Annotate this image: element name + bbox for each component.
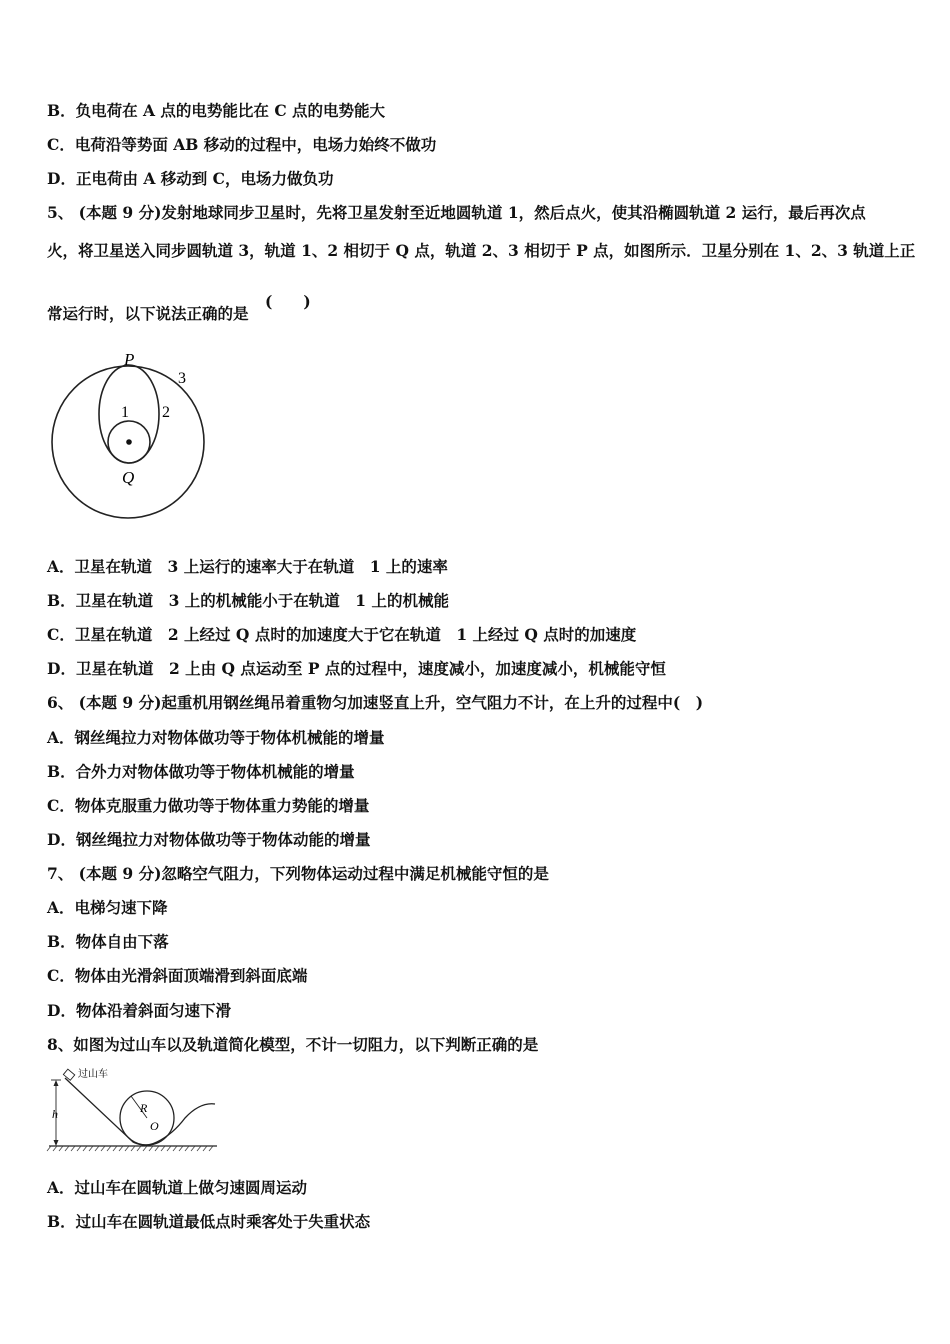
orbit-figure <box>45 345 215 525</box>
earth-center-dot <box>126 439 132 445</box>
coaster-figure <box>45 1064 220 1154</box>
question-5-option-c: C．卫星在轨道 2 上经过 Q 点时的加速度大于它在轨道 1 上经过 Q 点时的加速度 <box>47 625 637 644</box>
line-d-option: D．正电荷由 A 移动到 C，电场力做负功 <box>47 169 334 188</box>
label-coaster-car: 过山车 <box>78 1069 108 1080</box>
label-p: P <box>124 350 135 369</box>
label-3: 3 <box>178 370 186 387</box>
question-5-line-1: 5、 (本题 9 分)发射地球同步卫星时，先将卫星发射至近地圆轨道 1，然后点火，使其沿椭圆轨道 2 运行，最后再次点 <box>47 203 866 222</box>
question-8-option-a: A．过山车在圆轨道上做匀速圆周运动 <box>47 1178 308 1197</box>
question-6-option-a: A．钢丝绳拉力对物体做功等于物体机械能的增量 <box>47 728 385 747</box>
question-8-stem: 8、如图为过山车以及轨道简化模型，不计一切阻力，以下判断正确的是 <box>47 1035 539 1054</box>
label-r: R <box>140 1101 148 1115</box>
label-1: 1 <box>121 404 129 421</box>
question-6-option-b: B．合外力对物体做功等于物体机械能的增量 <box>47 762 355 781</box>
question-7-stem: 7、 (本题 9 分)忽略空气阻力，下列物体运动过程中满足机械能守恒的是 <box>47 864 549 883</box>
label-o: O <box>150 1119 159 1133</box>
line-b-option: B．负电荷在 A 点的电势能比在 C 点的电势能大 <box>47 101 386 120</box>
question-6-stem: 6、 (本题 9 分)起重机用钢丝绳吊着重物匀加速竖直上升，空气阻力不计，在上升的过程中( ) <box>47 693 704 712</box>
question-5-option-b: B．卫星在轨道 3 上的机械能小于在轨道 1 上的机械能 <box>47 591 449 610</box>
question-5-line-2: 火，将卫星送入同步圆轨道 3，轨道 1、2 相切于 Q 点，轨道 2、3 相切于 P 点，如图所示．卫星分别在 1、2、3 轨道上正 <box>47 241 916 260</box>
question-5-option-d: D．卫星在轨道 2 上由 Q 点运动至 P 点的过程中，速度减小，加速度减小，机械能守恒 <box>47 659 666 678</box>
question-5-option-a: A．卫星在轨道 3 上运行的速率大于在轨道 1 上的速率 <box>47 557 448 576</box>
question-8-option-b: B．过山车在圆轨道最低点时乘客处于失重状态 <box>47 1212 371 1231</box>
question-7-option-d: D．物体沿着斜面匀速下滑 <box>47 1001 231 1020</box>
question-6-option-c: C．物体克服重力做功等于物体重力势能的增量 <box>47 796 370 815</box>
label-q: Q <box>122 468 135 487</box>
question-7-option-a: A．电梯匀速下降 <box>47 898 168 917</box>
orbit-2-ellipse <box>99 365 159 463</box>
label-2: 2 <box>162 404 170 421</box>
line-c-option: C．电荷沿等势面 AB 移动的过程中，电场力始终不做功 <box>47 135 437 154</box>
answer-paren: ( ) <box>265 292 311 311</box>
question-6-option-d: D．钢丝绳拉力对物体做功等于物体动能的增量 <box>47 830 371 849</box>
question-7-option-b: B．物体自由下落 <box>47 932 169 951</box>
label-h: h <box>52 1107 58 1121</box>
question-5-line-3: 常运行时，以下说法正确的是 <box>47 304 249 323</box>
question-7-option-c: C．物体由光滑斜面顶端滑到斜面底端 <box>47 966 308 985</box>
